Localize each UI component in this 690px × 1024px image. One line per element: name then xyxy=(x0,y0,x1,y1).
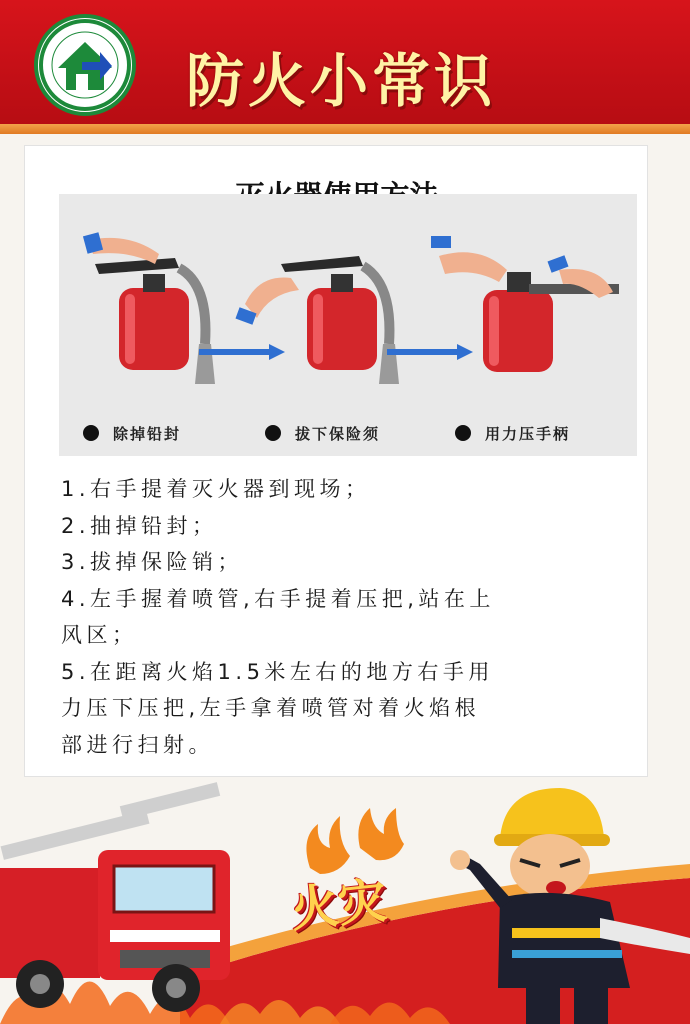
page-title: 防火小常识 xyxy=(186,47,497,115)
header-divider xyxy=(0,124,690,134)
instruction-line: 风区； xyxy=(61,623,138,647)
association-logo-icon xyxy=(34,14,136,116)
instruction-line: 3.拔掉保险销； xyxy=(61,550,244,574)
extinguisher-1-icon xyxy=(83,232,215,384)
step-3-label: 用力压手柄 xyxy=(455,420,570,446)
instruction-list xyxy=(61,471,641,763)
bullet-dot-icon xyxy=(265,425,281,441)
arrow-right-icon xyxy=(387,344,473,360)
step-1-label: 除掉铅封 xyxy=(83,420,181,446)
extinguisher-illustration xyxy=(59,194,637,456)
fire-truck-icon xyxy=(0,782,230,1012)
step-2-label: 拔下保险须 xyxy=(265,420,380,446)
bullet-dot-icon xyxy=(83,425,99,441)
instruction-line: 5.在距离火焰1.5米左右的地方右手用 xyxy=(61,659,494,684)
fire-disaster-text: 火灾 xyxy=(287,872,390,939)
extinguisher-2-icon xyxy=(235,256,399,384)
bullet-dot-icon xyxy=(455,425,471,441)
instruction-line: 力压下压把,左手拿着喷管对着火焰根 xyxy=(61,696,481,720)
instruction-line: 部进行扫射。 xyxy=(61,732,214,757)
instruction-line: 4.左手握着喷管,右手提着压把,站在上 xyxy=(61,586,495,611)
instruction-line: 1.右手提着灭火器到现场； xyxy=(61,477,371,501)
instruction-card xyxy=(24,145,648,777)
instruction-line: 2.抽掉铅封； xyxy=(61,513,218,538)
